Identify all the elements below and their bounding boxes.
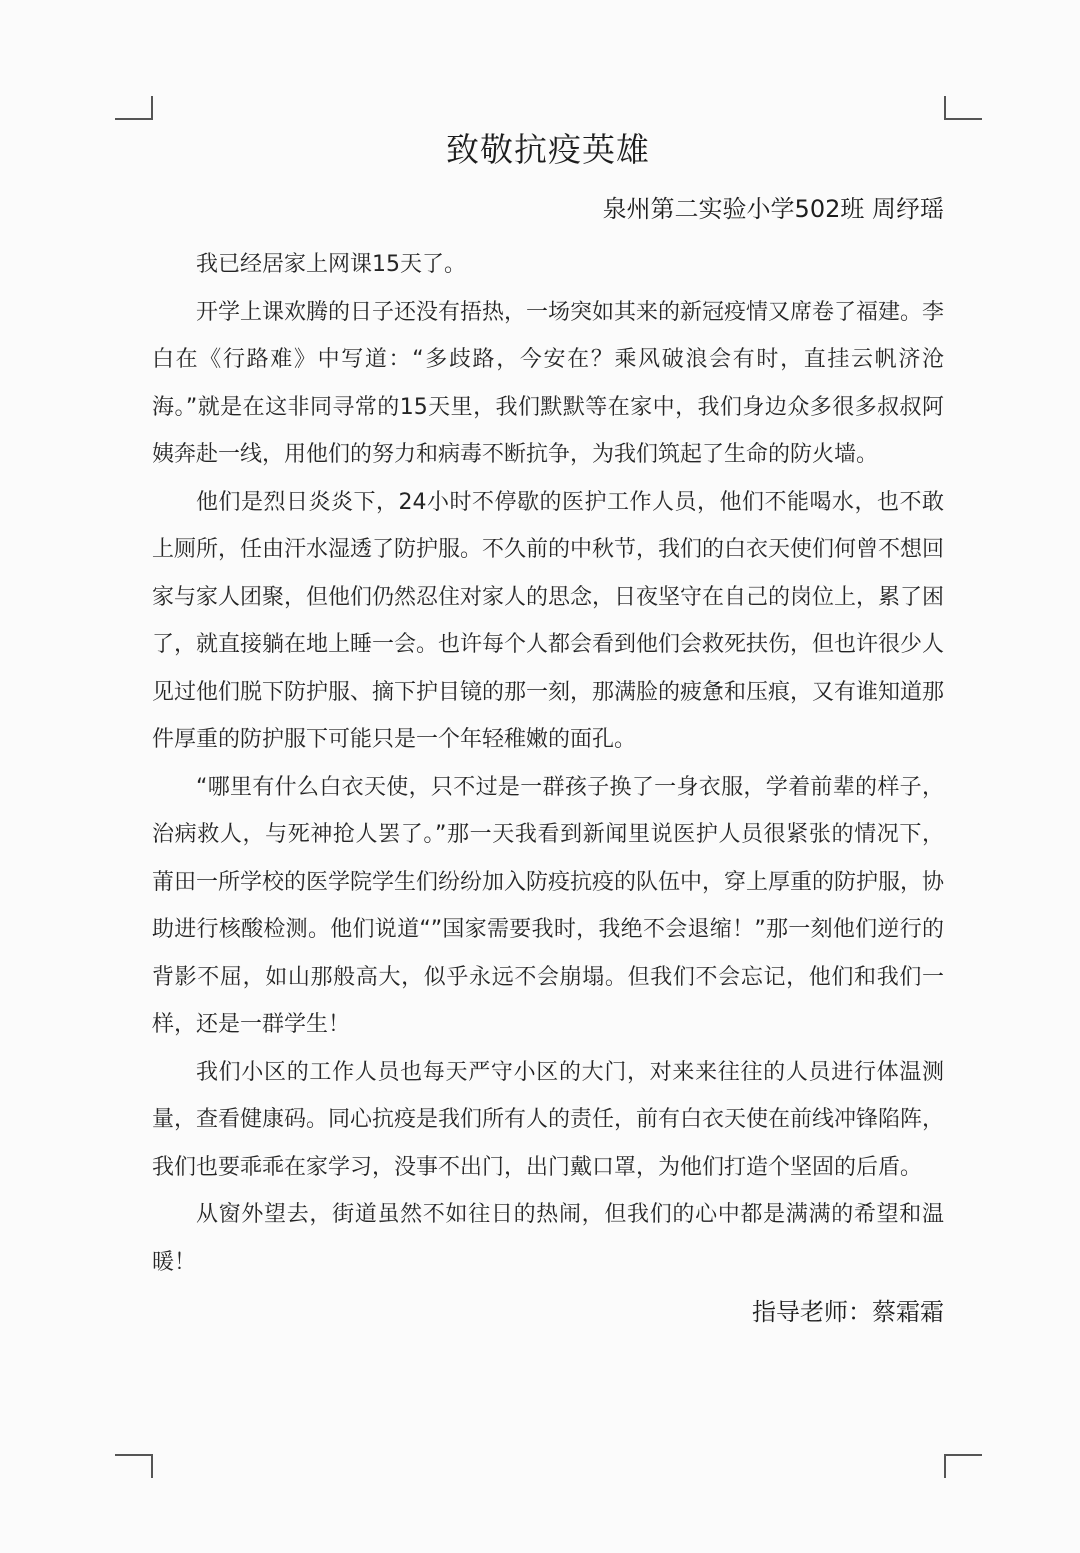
paragraph: 开学上课欢腾的日子还没有捂热，一场突如其来的新冠疫情又席卷了福建。李白在《行路难》中写道：“多歧路，今安在？乘风破浪会有时，直挂云帆济沧海。”就是在这非同寻常的15天里，我们默默等在家中，我们身边众多很多叔叔阿姨奔赴一线，用他们的努力和病毒不断抗争，为我们筑起了生命的防火墙。 <box>152 299 945 467</box>
paragraph: 我们小区的工作人员也每天严守小区的大门，对来来往往的人员进行体温测量，查看健康码。同心抗疫是我们所有人的责任，前有白衣天使在前线冲锋陷阵，我们也要乖乖在家学习，没事不出门，出门戴口罩，为他们打造个坚固的后盾。 <box>152 1059 945 1180</box>
teacher-credit: 指导老师：蔡霜霜 <box>752 1298 944 1326</box>
document-body <box>152 241 944 1286</box>
crop-mark-bottom-left <box>115 1454 153 1478</box>
paragraph: 他们是烈日炎炎下，24小时不停歇的医护工作人员，他们不能喝水，也不敢上厕所，任由汗水湿透了防护服。不久前的中秋节，我们的白衣天使们何曾不想回家与家人团聚，但他们仍然忍住对家人的思念，日夜坚守在自己的岗位上，累了困了，就直接躺在地上睡一会。也许每个人都会看到他们会救死扶伤，但也许很少人见过他们脱下防护服、摘下护目镜的那一刻，那满脸的疲惫和压痕，又有谁知道那件厚重的防护服下可能只是一个年轻稚嫩的面孔。 <box>152 489 945 752</box>
paragraph: “哪里有什么白衣天使，只不过是一群孩子换了一身衣服，学着前辈的样子，治病救人，与死神抢人罢了。”那一天我看到新闻里说医护人员很紧张的情况下，莆田一所学校的医学院学生们纷纷加入防疫抗疫的队伍中，穿上厚重的防护服，协助进行核酸检测。他们说道“”国家需要我时，我绝不会退缩！”那一刻他们逆行的背影不屈，如山那般高大，似乎永远不会崩塌。但我们不会忘记，他们和我们一样，还是一群学生！ <box>152 774 945 1037</box>
crop-mark-bottom-right <box>944 1454 982 1478</box>
crop-mark-top-right <box>944 96 982 120</box>
paragraph: 我已经居家上网课15天了。 <box>196 252 466 277</box>
document-title: 致敬抗疫英雄 <box>446 130 650 169</box>
crop-mark-top-left <box>115 96 153 120</box>
author-line: 泉州第二实验小学502班 周纾瑶 <box>602 195 944 223</box>
document-page <box>152 125 944 1332</box>
paragraph: 从窗外望去，街道虽然不如往日的热闹，但我们的心中都是满满的希望和温暖！ <box>152 1202 944 1275</box>
